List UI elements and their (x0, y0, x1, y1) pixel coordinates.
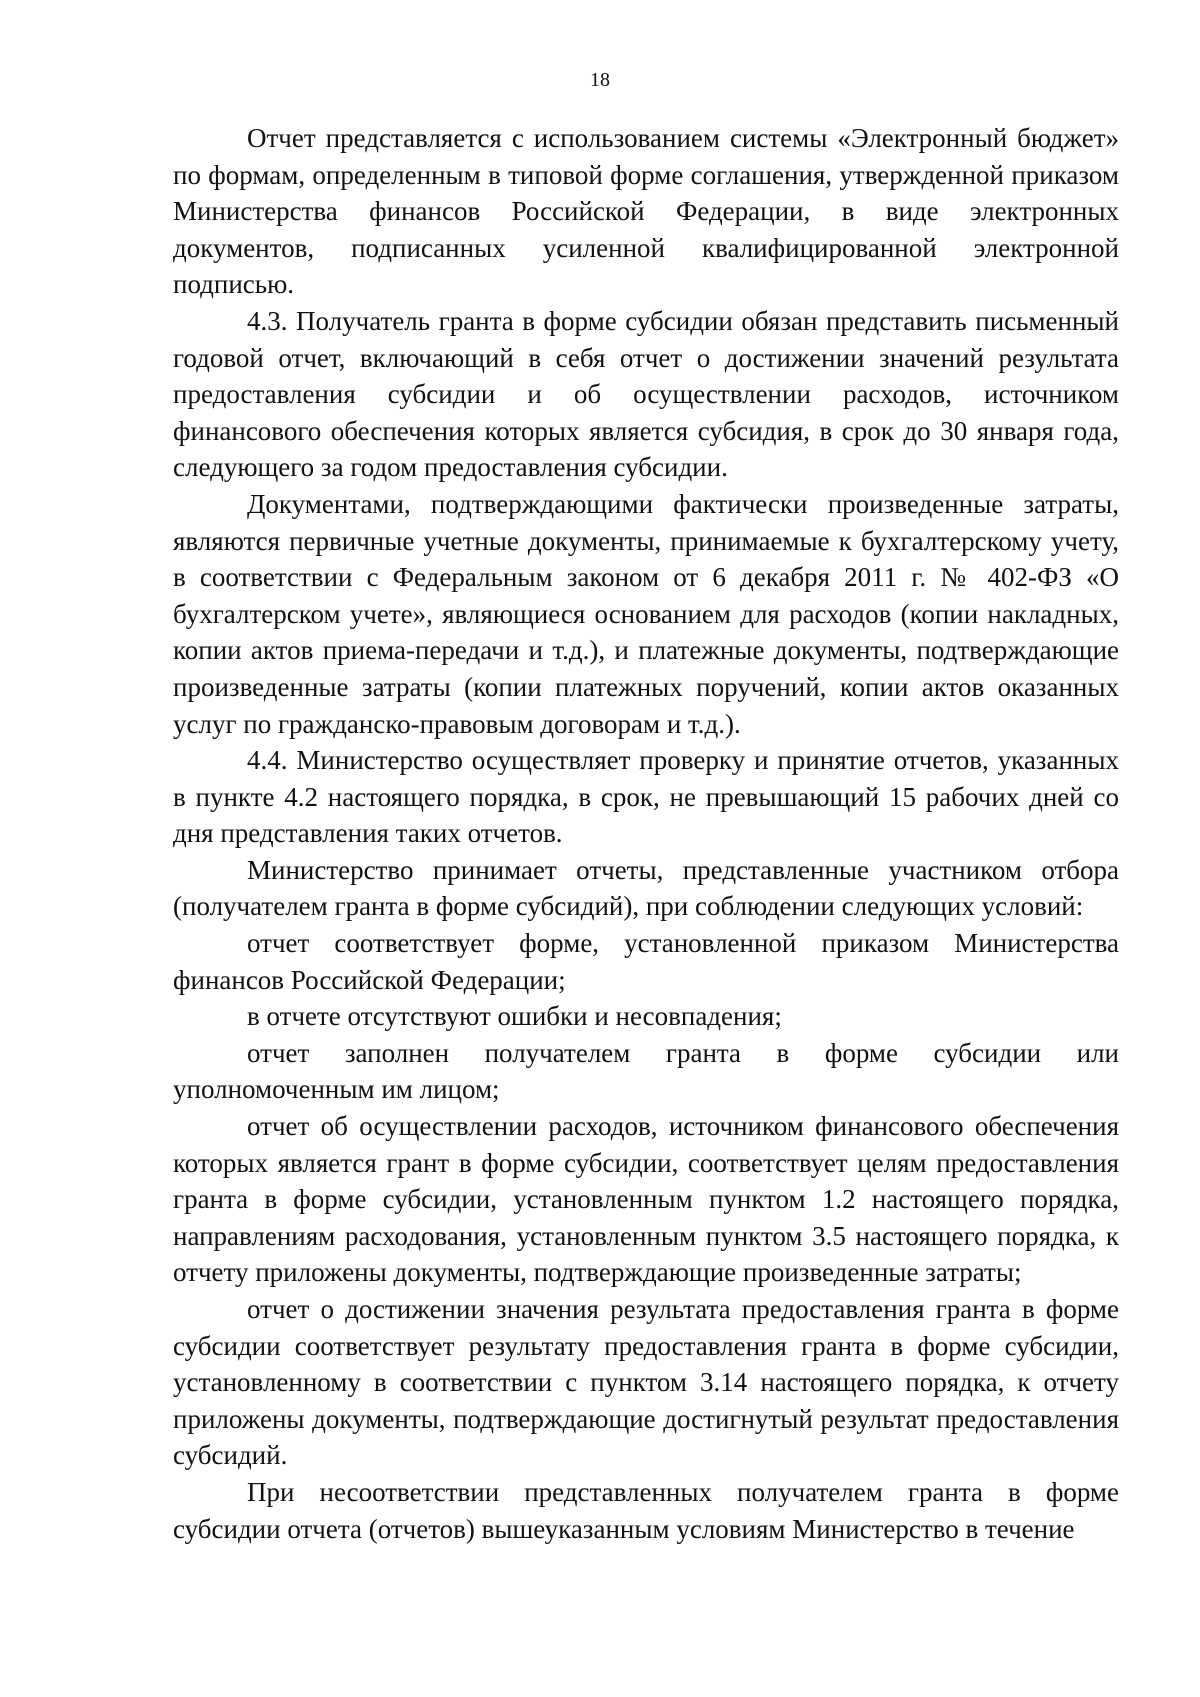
paragraph-supporting-documents: Документами, подтверждающими фактически произведенные затраты, являются первичные учетные документы, принимаемые к бухгалтерскому учету, в соответствии с Федеральным законом от 6 декабря 2011 г. № 402-ФЗ «О бухгалтерском учете», являющиеся основанием для расходов (копии накладных, копии актов приема-передачи и т.д.), и платежные документы, подтверждающие произведенные затраты (копии платежных поручений, копии актов оказанных услуг по гражданско-правовым договорам и т.д.). (173, 488, 1119, 739)
condition-expenses-report: отчет об осуществлении расходов, источником финансового обеспечения которых является грант в форме субсидии, соответствует целям предоставления гранта в форме субсидии, установленным пунктом 1.2 настоящего порядка, направлениям расходования, установленным пунктом 3.5 настоящего порядка, к отчету приложены документы, подтверждающие произведенные затраты; (173, 1111, 1119, 1288)
paragraph-report-system: Отчет представляется с использованием системы «Электронный бюджет» по формам, определенным в типовой форме соглашения, утвержденной приказом Министерства финансов Российской Федерации, в виде электронных документов, подписанных усиленной квалифицированной электронной подписью. (173, 123, 1119, 300)
paragraph-4-4: 4.4. Министерство осуществляет проверку и принятие отчетов, указанных в пункте 4.2 настоящего порядка, в срок, не превышающий 15 рабочих дней со дня представления таких отчетов. (173, 745, 1119, 849)
condition-result-report: отчет о достижении значения результата предоставления гранта в форме субсидии соответствует результату предоставления гранта в форме субсидии, установленному в соответствии с пунктом 3.14 настоящего порядка, к отчету приложены документы, подтверждающие достигнутый результат предоставления субсидий. (173, 1294, 1119, 1471)
page-number: 18 (590, 69, 610, 91)
paragraph-4-3: 4.3. Получатель гранта в форме субсидии обязан представить письменный годовой отчет, включающий в себя отчет о достижении значений результата предоставления субсидии и об осуществлении расходов, источником финансового обеспечения которых является субсидия, в срок до 30 января года, следующего за годом предоставления субсидии. (173, 305, 1119, 483)
paragraph-acceptance-conditions: Министерство принимает отчеты, представленные участником отбора (получателем гранта в форме субсидий), при соблюдении следующих условий: (173, 854, 1119, 922)
condition-form-compliance: отчет соответствует форме, установленной приказом Министерства финансов Российской Федерации; (173, 928, 1119, 995)
condition-filled-by-recipient: отчет заполнен получателем гранта в форме субсидии или уполномоченным им лицом; (173, 1037, 1119, 1105)
paragraph-noncompliance: При несоответствии представленных получателем гранта в форме субсидии отчета (отчетов) вышеуказанным условиям Министерство в течение (173, 1476, 1119, 1544)
condition-no-errors: в отчете отсутствуют ошибки и несовпадения; (247, 1001, 782, 1032)
document-body (173, 120, 1119, 1547)
